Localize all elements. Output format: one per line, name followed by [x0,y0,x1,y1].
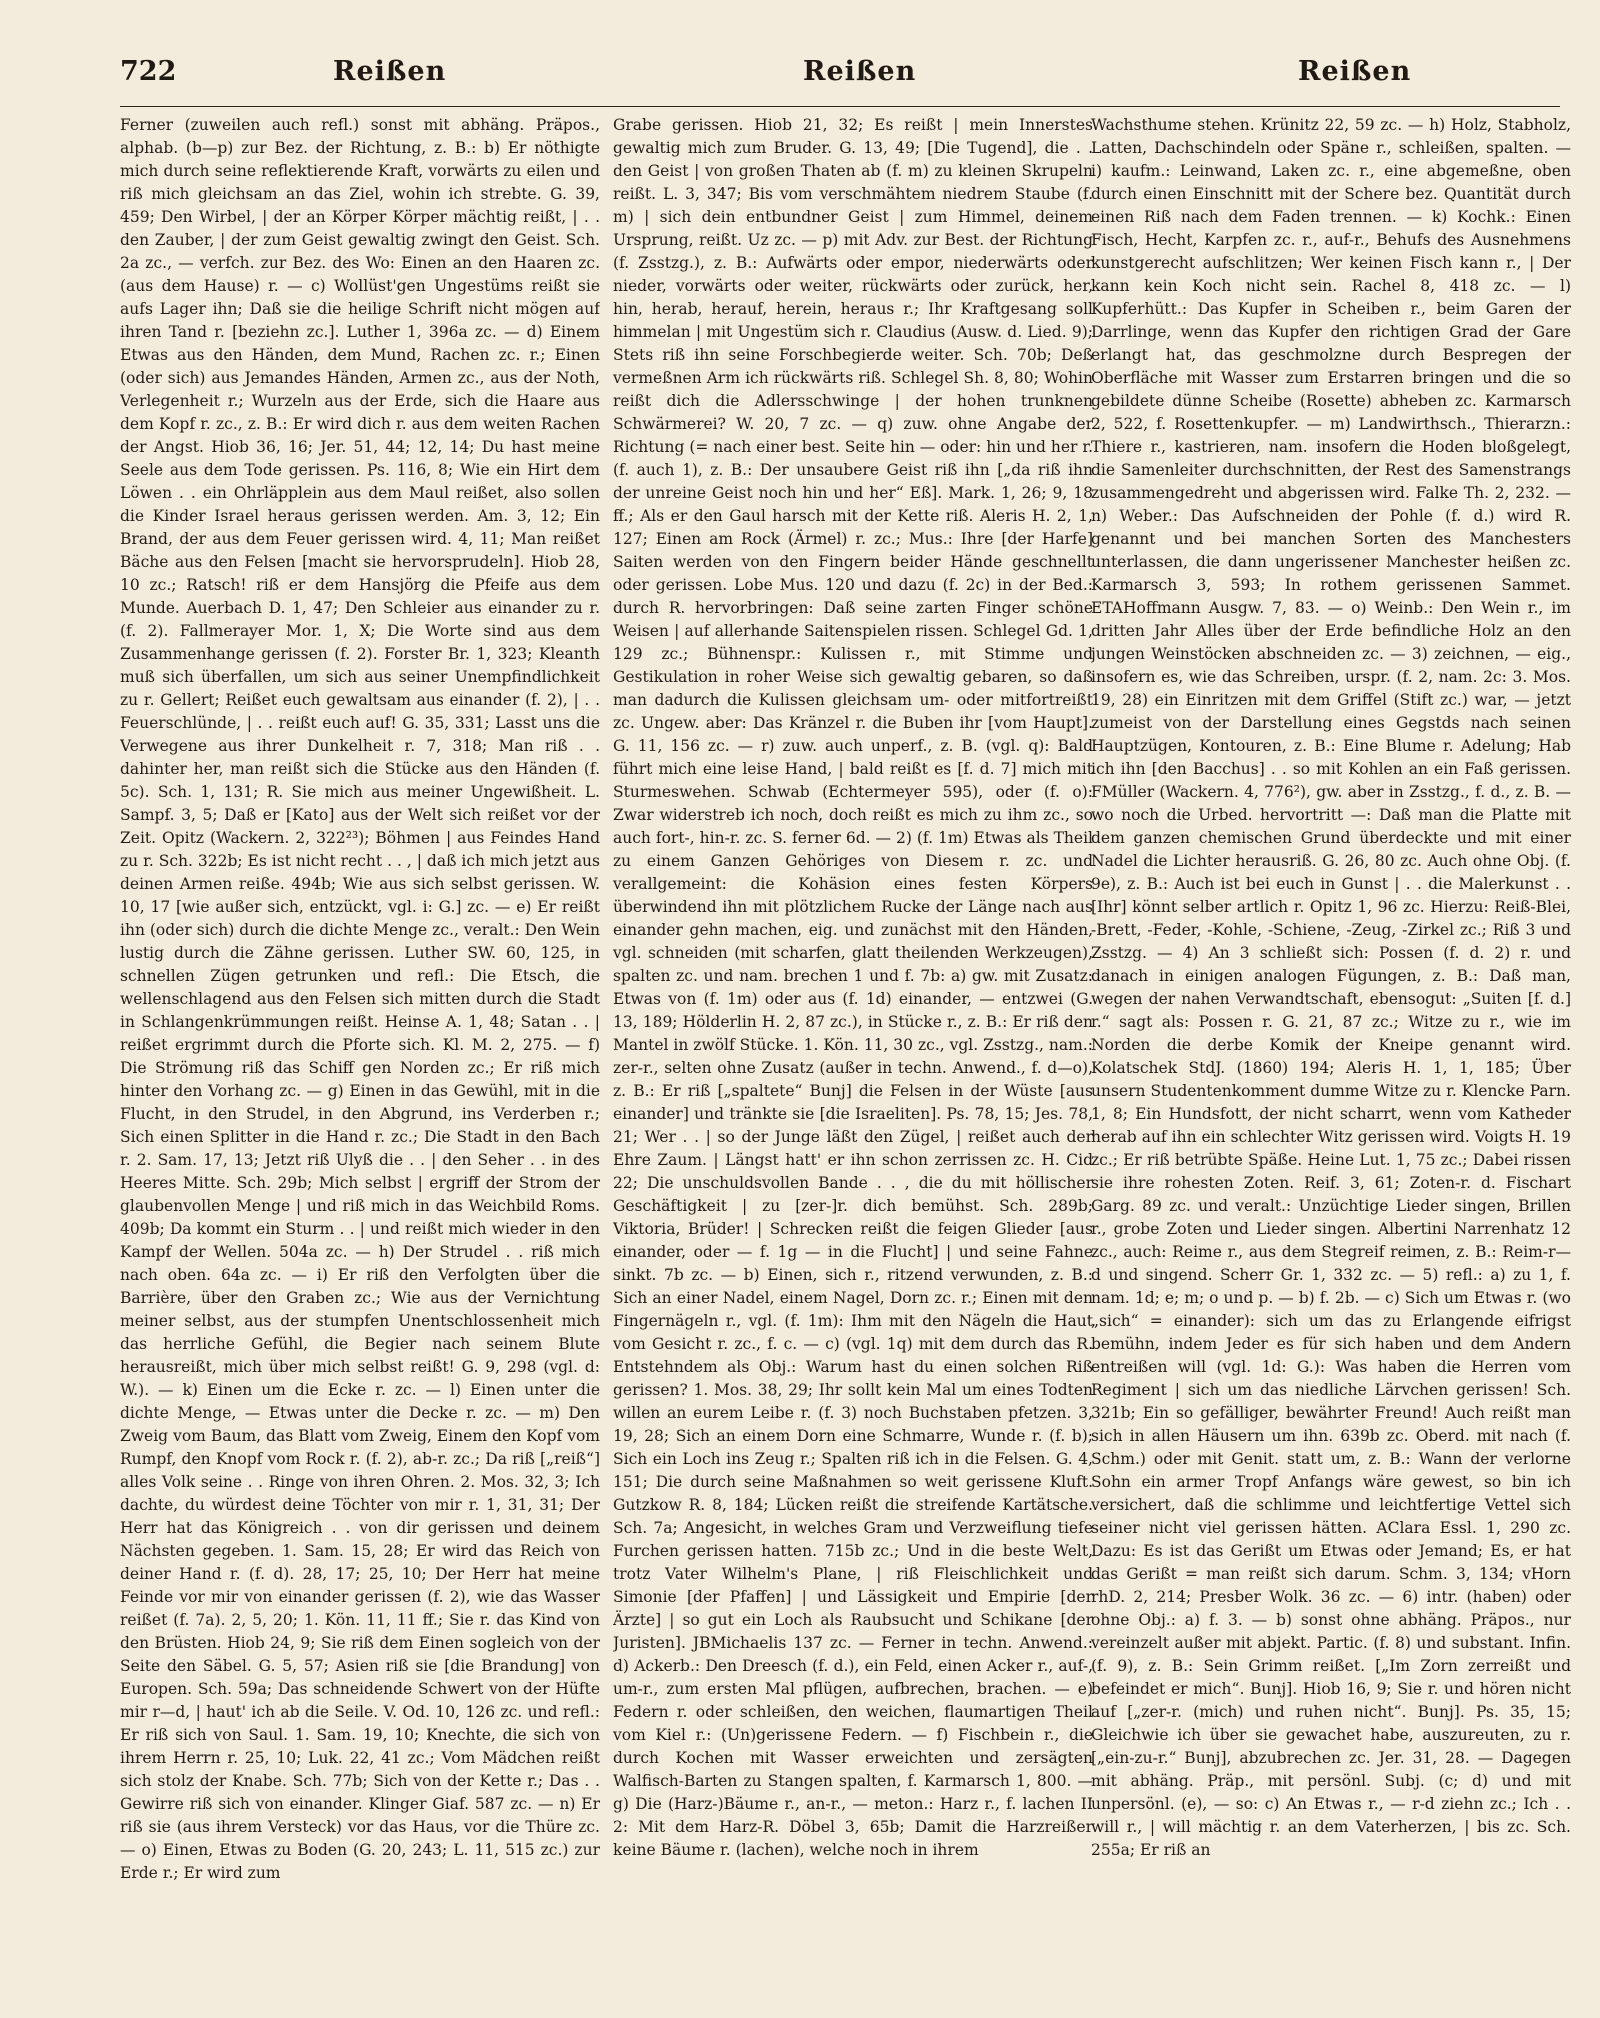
column-right [1091,114,1571,2004]
column-text: Wachsthume stehen. Krünitz 22, 59 zc. — h) Holz, Stabholz, Latten, Dachschindeln oder Späne r., schleißen, spalten. — i) kaufm.: Leinwand, Laken zc. r., eine abgemeßne, oben durch einen Einschnitt mit der Schere bez. Quantität durch einen Riß nach dem Faden trennen. — k) Kochk.: Einen Fisch, Hecht, Karpfen zc. r., auf-r., Behufs des Ausnehmens kunstgerecht aufschlitzen; Wer keinen Fisch kann r., | Der kann kein Koch nicht sein. Rachel 8, 418 zc. — l) Kupferhütt.: Das Kupfer in Scheiben r., beim Garen der Darrlinge, wenn das Kupfer den richtigen Grad der Gare erlangt hat, das geschmolzne durch Bespregen der Oberfläche mit Wasser zum Erstarren bringen und die so gebildete dünne Scheibe (Rosette) abheben zc. Karmarsch 2, 522, f. Rosettenkupfer. — m) Landwirthsch., Thierarzn.: Thiere r., kastrieren, nam. insofern die Hoden bloßgelegt, die Samenleiter durchschnitten, der Rest des Samenstrangs zusammengedreht und abgerissen wird. Falke Th. 2, 232. — n) Weber.: Das Aufschneiden der Pohle (f. d.) wird R. genannt und bei manchen Sorten des Manchesters unterlassen, die dann ungerissener Manchester heißen zc. Karmarsch 3, 593; In rothem gerissenen Sammet. ETAHoffmann Ausgw. 7, 83. — o) Weinb.: Den Wein r., im dritten Jahr Alles über der Erde befindliche Holz an den jungen Weinstöcken abschneiden zc. — 3) zeichnen, — eig., insofern es, wie das Schreiben, urspr. (f. 2, nam. 2c: 3. Mos. 19, 28) ein Einritzen mit dem Griffel (Stift zc.) war, — jetzt zumeist von der Darstellung eines Gegstds nach seinen Hauptzügen, Kontouren, z. B.: Eine Blume r. Adelung; Hab ich ihn [den Bacchus] . . so mit Kohlen an ein Faß gerissen. FMüller (Wackern. 4, 776²), gw. aber in Zsstzg., f. d., z. B. — wo noch die Urbed. hervortritt —: Daß man die Platte mit dem ganzen chemischen Grund überdeckte und mit einer Nadel die Lichter herausriß. G. 26, 80 zc. Auch ohne Obj. (f. 9e), z. B.: Auch ist bei euch in Gunst | . . die Malerkunst . . [Ihr] könnt selber artlich r. Opitz 1, 96 zc. Hierzu: Reiß-Blei, -Brett, -Feder, -Kohle, -Schiene, -Zeug, -Zirkel zc.; Riß 3 und Zsstzg. — 4) An 3 schließt sich: Possen (f. d. 2) r. und danach in einigen analogen Fügungen, z. B.: Daß man, wegen der nahen Verwandtschaft, ebensogut: „Suiten [f. d.] r.“ sagt als: Possen r. G. 21, 87 zc.; Witze zu r., wie im Norden die derbe Komik der Kneipe genannt wird. Kolatschek StdJ. (1860) 194; Aleris H. 1, 1, 185; Über unsern Studentenkomment dumme Witze zu r. Klencke Parn. 1, 8; Ein Hundsfott, der nicht scharrt, wenn vom Katheder herab auf ihn ein schlechter Witz gerissen wird. Voigts H. 19 zc.; Er riß betrübte Späße. Heine Lut. 1, 75 zc.; Dabei rissen sie ihre rohesten Zoten. Reif. 3, 61; Zoten-r. d. Fischart Garg. 89 zc. und veralt.: Unzüchtige Lieder singen, Brillen r., grobe Zoten und Lieder singen. Albertini Narrenhatz 12 zc., auch: Reime r., aus dem Stegreif reimen, z. B.: Reim-r—d und singend. Scherr Gr. 1, 332 zc. — 5) refl.: a) zu 1, f. nam. 1d; e; m; o und p. — b) f. 2b. — c) Sich um Etwas r. (wo „sich“ = einander): sich um das zu Erlangende eifrigst bemühn, indem Jeder es für sich haben und dem Andern entreißen will (vgl. 1d: G.): Was haben die Herren vom Regiment | sich um das niedliche Lärvchen gerissen! Sch. 321b; Ein so gefälliger, bewährter Freund! Auch reißt man sich in allen Häusern um ihn. 639b zc. Oberd. mit nach (f. Schm.) oder mit Genit. statt um, z. B.: Wann der verlorne Sohn ein armer Tropf Anfangs wäre gewest, so bin ich versichert, daß die schlimme und leichtfertige Vettel sich seiner nicht viel gerissen hätten. AClara Essl. 1, 290 zc. Dazu: Es ist das Gerißt um Etwas oder Jemand; Es, er hat das Gerißt = man reißt sich darum. Schm. 3, 134; vHorn rhD. 2, 214; Presber Wolk. 36 zc. — 6) intr. (haben) oder ohne Obj.: a) f. 3. — b) sonst ohne abhäng. Präpos., nur vereinzelt außer mit abjekt. Partic. (f. 8) und substant. Infin. (f. 9), z. B.: Sein Grimm reißet. [„Im Zorn zerreißt und befeindet er mich“. Bunj]. Hiob 16, 9; Sie r. und hören nicht auf [„zer-r. (mich) und ruhen nicht“. Bunj]. Ps. 35, 15; Gleichwie ich über sie gewachet habe, auszureuten, zu r. [„ein-zu-r.“ Bunj], abzubrechen zc. Jer. 31, 28. — Dagegen mit abhäng. Präp., mit persönl. Subj. (c; d) und mit unpersönl. (e), — so: c) An Etwas r., — r-d ziehn zc.; Ich . . will r., | will mächtig r. an dem Vaterherzen, | bis zc. Sch. 255a; Er riß an [1091,116,1571,1859]
column-middle [613,114,1093,2004]
page-number: 722 [120,56,177,87]
headword-right: Reißen [1298,56,1412,87]
running-header [120,50,1560,107]
column-text: Ferner (zuweilen auch refl.) sonst mit abhäng. Präpos., alphab. (b—p) zur Bez. der Richtung, z. B.: b) Er nöthigte mich durch seine reflektierende Kraft, vorwärts zu eilen und riß mich gleichsam an das Ziel, wohin ich strebte. G. 39, 459; Den Wirbel, | der an Körper Körper mächtig reißt, | . . den Zauber, | der zum Geist gewaltig zwingt den Geist. Sch. 2a zc., — verfch. zur Bez. des Wo: Einen an den Haaren zc. (aus dem Hause) r. — c) Wollüst'gen Ungestüms reißt sie aufs Lager ihn; Daß sie die heilige Schrift nicht mögen auf ihren Tand r. [beziehn zc.]. Luther 1, 396a zc. — d) Einem Etwas aus den Händen, dem Mund, Rachen zc. r.; Einen (oder sich) aus Jemandes Händen, Armen zc., aus der Noth, Verlegenheit r.; Wurzeln aus der Erde, sich die Haare aus dem Kopf r. zc., z. B.: Er wird dich r. aus dem weiten Rachen der Angst. Hiob 36, 16; Jer. 51, 44; 12, 14; Du hast meine Seele aus dem Tode gerissen. Ps. 116, 8; Wie ein Hirt dem Löwen . . ein Ohrläpplein aus dem Maul reißet, also sollen die Kinder Israel heraus gerissen werden. Am. 3, 12; Ein Brand, der aus dem Feuer gerissen wird. 4, 11; Man reißet Bäche aus den Felsen [macht sie hervorsprudeln]. Hiob 28, 10 zc.; Ratsch! riß er dem Hansjörg die Pfeife aus dem Munde. Auerbach D. 1, 47; Den Schleier aus einander zu r. (f. 2). Fallmerayer Mor. 1, X; Die Worte sind aus dem Zusammenhange gerissen (f. 2). Forster Br. 1, 323; Kleanth muß sich überfallen, um sich aus seiner Unempfindlichkeit zu r. Gellert; Reißet euch gewaltsam aus einander (f. 2), | . . Feuerschlünde, | . . reißt euch auf! G. 35, 331; Lasst uns die Verwegene aus ihrer Dunkelheit r. 7, 318; Man riß . . dahinter her, man reißt sich die Stücke aus den Händen (f. 5c). Sch. 1, 131; R. Sie mich aus meiner Ungewißheit. L. Sampf. 3, 5; Daß er [Kato] aus der Welt sich reißet vor der Zeit. Opitz (Wackern. 2, 322²³); Böhmen | aus Feindes Hand zu r. Sch. 322b; Es ist nicht recht . . , | daß ich mich jetzt aus deinen Armen reiße. 494b; Wie aus sich selbst gerissen. W. 10, 17 [wie außer sich, entzückt, vgl. i: G.] zc. — e) Er reißt ihn (oder sich) durch die dichte Menge zc., veralt.: Den Wein lustig durch die Zähne gerissen. Luther SW. 60, 125, in schnellen Zügen getrunken und refl.: Die Etsch, die wellenschlagend aus den Felsen sich mitten durch die Stadt in Schlangenkrümmungen reißt. Heinse A. 1, 48; Satan . . | reißet ergrimmt durch die Pforte sich. Kl. M. 2, 275. — f) Die Strömung riß das Schiff gen Norden zc.; Er riß mich hinter den Vorhang zc. — g) Einen in das Gewühl, mit in die Flucht, in den Strudel, in den Abgrund, ins Verderben r.; Sich einen Splitter in die Hand r. zc.; Die Stadt in den Bach r. 2. Sam. 17, 13; Jetzt riß Ulyß die . . | den Seher . . in des Heeres Mitte. Sch. 29b; Mich selbst | ergriff der Strom der glaubenvollen Menge | und riß mich in das Weichbild Roms. 409b; Da kommt ein Sturm . . | und reißt mich wieder in den Kampf der Wellen. 504a zc. — h) Der Strudel . . riß mich nach oben. 64a zc. — i) Er riß den Verfolgten über die Barrière, über den Graben zc.; Wie aus der Vernichtung meiner selbst, aus der stumpfen Unentschlossenheit mich das herrliche Gefühl, die Begier nach seinem Blute herausreißt, mich über mich selbst reißt! G. 9, 298 (vgl. d: W.). — k) Einen um die Ecke r. zc. — l) Einen unter die dichte Menge, — Etwas unter die Decke r. zc. — m) Den Zweig vom Baum, das Blatt vom Zweig, Einem den Kopf vom Rumpf, den Knopf vom Rock r. (f. 2), ab-r. zc.; Da riß [„reiß“] alles Volk seine . . Ringe von ihren Ohren. 2. Mos. 32, 3; Ich dachte, du würdest deine Töchter von mir r. 1, 31, 31; Der Herr hat das Königreich . . von dir gerissen und deinem Nächsten gegeben. 1. Sam. 15, 28; Er wird das Reich von deiner Hand r. (f. d). 28, 17; 25, 10; Der Herr hat meine Feinde vor mir von einander gerissen (f. 2), wie das Wasser reißet (f. 7a). 2, 5, 20; 1. Kön. 11, 11 ff.; Sie r. das Kind von den Brüsten. Hiob 24, 9; Sie riß dem Einen sogleich von der Seite den Säbel. G. 5, 57; Asien riß sie [die Brandung] von Europen. Sch. 59a; Das schneidende Schwert von der Hüfte mir r—d, | haut' ich ab die Seile. V. Od. 10, 126 zc. und refl.: Er riß sich von Saul. 1. Sam. 19, 10; Knechte, die sich von ihrem Herrn r. 25, 10; Luk. 22, 41 zc.; Vom Mädchen reißt sich stolz der Knabe. Sch. 77b; Sich von der Kette r.; Das . . Gewirre riß sich von einander. Klinger Giaf. 587 zc. — n) Er riß sie (aus ihrem Versteck) vor das Haus, vor die Thüre zc. — o) Einen, Etwas zu Boden (G. 20, 243; L. 11, 515 zc.) zur Erde r.; Er wird zum [120,116,600,1882]
column-text: Grabe gerissen. Hiob 21, 32; Es reißt | mein Innerstes gewaltig mich zum Bruder. G. 13, 49; [Die Tugend], die . . den Geist | von großen Thaten ab (f. m) zu kleinen Skrupeln reißt. L. 3, 347; Bis vom verschmähtem niedrem Staube (f. m) | sich dein entbundner Geist | zum Himmel, deinem Ursprung, reißt. Uz zc. — p) mit Adv. zur Best. der Richtung (f. Zsstzg.), z. B.: Aufwärts oder empor, niederwärts oder nieder, vorwärts oder weiter, rückwärts oder zurück, her, hin, herab, herauf, herein, heraus r.; Ihr Kraftgesang soll himmelan | mit Ungestüm sich r. Claudius (Ausw. d. Lied. 9); Stets riß ihn seine Forschbegierde weiter. Sch. 70b; Deß vermeßnen Arm ich rückwärts riß. Schlegel Sh. 8, 80; Wohin reißt dich die Adlersschwinge | der hohen trunknen Schwärmerei? W. 20, 7 zc. — q) zuw. ohne Angabe der Richtung (= nach einer best. Seite hin — oder: hin und her r. (f. auch 1), z. B.: Der unsaubere Geist riß ihn [„da riß ihn der unreine Geist noch hin und her“ Eß]. Mark. 1, 26; 9, 18 ff.; Als er den Gaul harsch mit der Kette riß. Aleris H. 2, 1, 127; Einen am Rock (Ärmel) r. zc.; Mus.: Ihre [der Harfe] Saiten werden von den Fingern beider Hände geschnellt oder gerissen. Lobe Mus. 120 und dazu (f. 2c) in der Bed.: durch R. hervorbringen: Daß seine zarten Finger schöne Weisen | auf allerhande Saitenspielen rissen. Schlegel Gd. 1, 129 zc.; Bühnenspr.: Kulissen r., mit Stimme und Gestikulation in roher Weise sich gewaltig gebaren, so daß man dadurch die Kulissen gleichsam um- oder mitfortreißt zc. Ungew. aber: Das Kränzel r. die Buben ihr [vom Haupt]. G. 11, 156 zc. — r) zuw. auch unperf., z. B. (vgl. q): Bald führt mich eine leise Hand, | bald reißt es [f. d. 7] mich mit Sturmeswehen. Schwab (Echtermeyer 595), oder (f. o): Zwar widerstreb ich noch, doch reißt es mich zu ihm zc., so auch fort-, hin-r. zc. S. ferner 6d. — 2) (f. 1m) Etwas als Theil zu einem Ganzen Gehöriges von Diesem r. zc. und verallgemeint: die Kohäsion eines festen Körpers überwindend ihn mit plötzlichem Rucke der Länge nach aus einander gehn machen, eig. und zunächst mit den Händen, vgl. schneiden (mit scharfen, glatt theilenden Werkzeugen), spalten zc. und nam. brechen 1 und f. 7b: a) gw. mit Zusatz: Etwas von (f. 1m) oder aus (f. 1d) einander, — entzwei (G. 13, 189; Hölderlin H. 2, 87 zc.), in Stücke r., z. B.: Er riß den Mantel in zwölf Stücke. 1. Kön. 11, 30 zc., vgl. Zsstzg., nam.: zer-r., selten ohne Zusatz (außer in techn. Anwend., f. d—o), z. B.: Er riß [„spaltete“ Bunj] die Felsen in der Wüste [aus einander] und tränkte sie [die Israeliten]. Ps. 78, 15; Jes. 78, 21; Wer . . | so der Junge läßt den Zügel, | reißet auch der Ehre Zaum. | Längst hatt' er ihn schon zerrissen zc. H. Cid 22; Die unschuldsvollen Bande . . , die du mit höllischer Geschäftigkeit | zu [zer-]r. dich bemühst. Sch. 289b; Viktoria, Brüder! | Schrecken reißt die feigen Glieder [aus einander, oder — f. 1g — in die Flucht] | und seine Fahne sinkt. 7b zc. — b) Einen, sich r., ritzend verwunden, z. B.: Sich an einer Nadel, einem Nagel, Dorn zc. r.; Einen mit den Fingernägeln r., vgl. (f. 1m): Ihm mit den Nägeln die Haut vom Gesicht r. zc., f. c. — c) (vgl. 1q) mit dem durch das R. Entstehndem als Obj.: Warum hast du einen solchen Riß gerissen? 1. Mos. 38, 29; Ihr sollt kein Mal um eines Todten willen an eurem Leibe r. (f. 3) noch Buchstaben pfetzen. 3, 19, 28; Sich an einem Dorn eine Schmarre, Wunde r. (f. b); Sich ein Loch ins Zeug r.; Spalten riß ich in die Felsen. G. 4, 151; Die durch seine Maßnahmen so weit gerissene Kluft. Gutzkow R. 8, 184; Lücken reißt die streifende Kartätsche. Sch. 7a; Angesicht, in welches Gram und Verzweiflung tiefe Furchen gerissen hatten. 715b zc.; Und in die beste Welt, trotz Vater Wilhelm's Plane, | riß Fleischlichkeit und Simonie [der Pfaffen] | und Lässigkeit und Empirie [der Ärzte] | so gut ein Loch als Raubsucht und Schikane [der Juristen]. JBMichaelis 137 zc. — Ferner in techn. Anwend.: d) Ackerb.: Den Dreesch (f. d.), ein Feld, einen Acker r., auf-, um-r., zum ersten Mal pflügen, aufbrechen, brachen. — e) Federn r. oder schleißen, den weichen, flaumartigen Theil vom Kiel r.: (Un)gerissene Federn. — f) Fischbein r., die durch Kochen mit Wasser erweichten und zersägten Walfisch-Barten zu Stangen spalten, f. Karmarsch 1, 800. — g) Die (Harz-)Bäume r., an-r., — meton.: Harz r., f. lachen II 2: Mit dem Harz-R. Döbel 3, 65b; Damit die Harzreißer keine Bäume r. (lachen), welche noch in ihrem [613,116,1093,1859]
headword-center: Reißen [803,56,917,87]
column-left [120,114,600,2004]
headword-left: Reißen [333,56,447,87]
